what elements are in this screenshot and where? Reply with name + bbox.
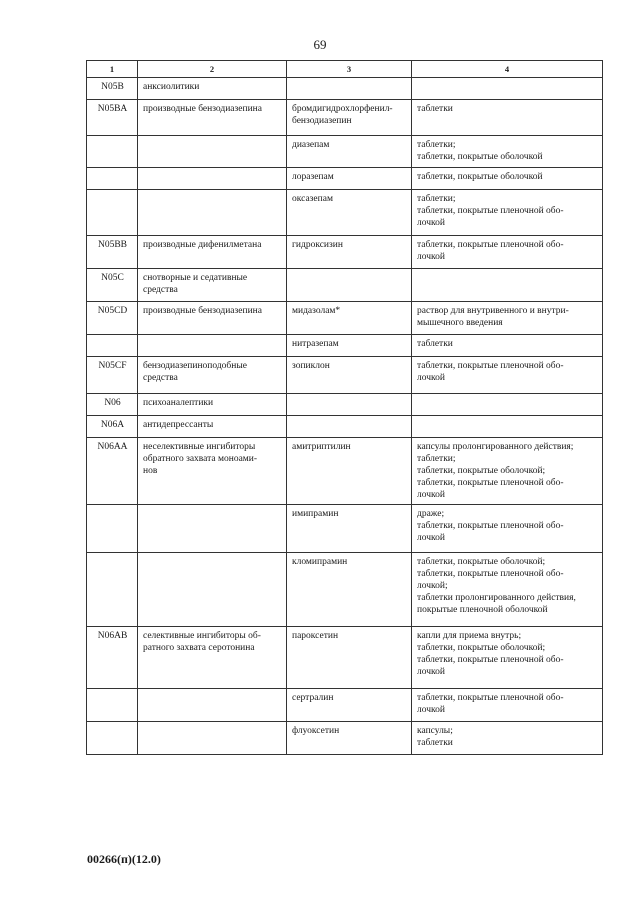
group-name bbox=[138, 505, 287, 553]
table-row bbox=[87, 416, 603, 438]
group-name bbox=[138, 335, 287, 357]
drug-name: амитриптилин bbox=[287, 438, 412, 505]
table-row bbox=[87, 78, 603, 100]
drug-name bbox=[287, 416, 412, 438]
group-name: неселективные ингибиторы обратного захвата моноами- нов bbox=[138, 438, 287, 505]
dosage-form: капсулы; таблетки bbox=[412, 722, 603, 755]
drug-name: оксазепам bbox=[287, 190, 412, 236]
drug-table bbox=[86, 60, 603, 755]
dosage-form: таблетки; таблетки, покрытые оболочкой bbox=[412, 136, 603, 168]
dosage-form: таблетки, покрытые оболочкой; таблетки, покрытые пленочной обо- лочкой; таблетки пролонгированного действия, покрытые пленочной оболочкой bbox=[412, 553, 603, 627]
dosage-form: таблетки, покрытые пленочной обо- лочкой bbox=[412, 689, 603, 722]
table-row bbox=[87, 505, 603, 553]
group-name bbox=[138, 190, 287, 236]
table-row bbox=[87, 190, 603, 236]
table-row bbox=[87, 689, 603, 722]
group-name bbox=[138, 168, 287, 190]
atc-code: N06A bbox=[87, 416, 138, 438]
drug-name bbox=[287, 394, 412, 416]
document-code: 00266(п)(12.0) bbox=[87, 852, 161, 866]
drug-name: лоразепам bbox=[287, 168, 412, 190]
drug-name: сертралин bbox=[287, 689, 412, 722]
drug-name: зопиклон bbox=[287, 357, 412, 394]
drug-name: имипрамин bbox=[287, 505, 412, 553]
dosage-form: таблетки bbox=[412, 100, 603, 136]
atc-code bbox=[87, 553, 138, 627]
group-name: бензодиазепиноподобные средства bbox=[138, 357, 287, 394]
table-row bbox=[87, 236, 603, 269]
dosage-form: таблетки bbox=[412, 335, 603, 357]
table-row bbox=[87, 136, 603, 168]
drug-name bbox=[287, 78, 412, 100]
drug-name: гидроксизин bbox=[287, 236, 412, 269]
drug-name: кломипрамин bbox=[287, 553, 412, 627]
group-name bbox=[138, 689, 287, 722]
table-row bbox=[87, 269, 603, 302]
group-name: психоаналептики bbox=[138, 394, 287, 416]
column-header: 3 bbox=[287, 61, 412, 78]
table-header-row bbox=[87, 61, 603, 78]
dosage-form bbox=[412, 269, 603, 302]
atc-code: N06AB bbox=[87, 627, 138, 689]
atc-code bbox=[87, 335, 138, 357]
atc-code: N06 bbox=[87, 394, 138, 416]
column-header: 4 bbox=[412, 61, 603, 78]
atc-code: N05BA bbox=[87, 100, 138, 136]
dosage-form: таблетки, покрытые пленочной обо- лочкой bbox=[412, 357, 603, 394]
table-row bbox=[87, 302, 603, 335]
atc-code: N05CF bbox=[87, 357, 138, 394]
drug-name: мидазолам* bbox=[287, 302, 412, 335]
drug-name: нитразепам bbox=[287, 335, 412, 357]
table-row bbox=[87, 722, 603, 755]
dosage-form: капсулы пролонгированного действия; таблетки; таблетки, покрытые оболочкой; таблетки, покрытые пленочной обо- лочкой bbox=[412, 438, 603, 505]
table-row bbox=[87, 438, 603, 505]
group-name bbox=[138, 136, 287, 168]
group-name: производные бензодиазепина bbox=[138, 302, 287, 335]
column-header: 1 bbox=[87, 61, 138, 78]
group-name bbox=[138, 722, 287, 755]
group-name: антидепрессанты bbox=[138, 416, 287, 438]
column-header: 2 bbox=[138, 61, 287, 78]
atc-code bbox=[87, 505, 138, 553]
atc-code: N06AA bbox=[87, 438, 138, 505]
group-name: селективные ингибиторы об- ратного захвата серотонина bbox=[138, 627, 287, 689]
drug-name bbox=[287, 269, 412, 302]
table-row bbox=[87, 100, 603, 136]
drug-name: пароксетин bbox=[287, 627, 412, 689]
atc-code bbox=[87, 689, 138, 722]
drug-name: бромдигидрохлорфенил- бензодиазепин bbox=[287, 100, 412, 136]
group-name: производные дифенилметана bbox=[138, 236, 287, 269]
group-name: производные бензодиазепина bbox=[138, 100, 287, 136]
atc-code bbox=[87, 136, 138, 168]
dosage-form: капли для приема внутрь; таблетки, покрытые оболочкой; таблетки, покрытые пленочной обо- лочкой bbox=[412, 627, 603, 689]
dosage-form: таблетки, покрытые пленочной обо- лочкой bbox=[412, 236, 603, 269]
atc-code bbox=[87, 190, 138, 236]
table-row bbox=[87, 553, 603, 627]
dosage-form: раствор для внутривенного и внутри- мышечного введения bbox=[412, 302, 603, 335]
group-name: анксиолитики bbox=[138, 78, 287, 100]
table-row bbox=[87, 394, 603, 416]
atc-code: N05BB bbox=[87, 236, 138, 269]
page-number: 69 bbox=[313, 37, 327, 52]
table-row bbox=[87, 335, 603, 357]
drug-name: диазепам bbox=[287, 136, 412, 168]
atc-code: N05CD bbox=[87, 302, 138, 335]
dosage-form bbox=[412, 78, 603, 100]
atc-code bbox=[87, 722, 138, 755]
dosage-form: таблетки, покрытые оболочкой bbox=[412, 168, 603, 190]
atc-code: N05C bbox=[87, 269, 138, 302]
table-row bbox=[87, 357, 603, 394]
dosage-form bbox=[412, 416, 603, 438]
group-name: снотворные и седативные средства bbox=[138, 269, 287, 302]
dosage-form: таблетки; таблетки, покрытые пленочной обо- лочкой bbox=[412, 190, 603, 236]
dosage-form bbox=[412, 394, 603, 416]
atc-code: N05B bbox=[87, 78, 138, 100]
table-row bbox=[87, 627, 603, 689]
atc-code bbox=[87, 168, 138, 190]
drug-name: флуоксетин bbox=[287, 722, 412, 755]
table-row bbox=[87, 168, 603, 190]
group-name bbox=[138, 553, 287, 627]
dosage-form: драже; таблетки, покрытые пленочной обо- лочкой bbox=[412, 505, 603, 553]
